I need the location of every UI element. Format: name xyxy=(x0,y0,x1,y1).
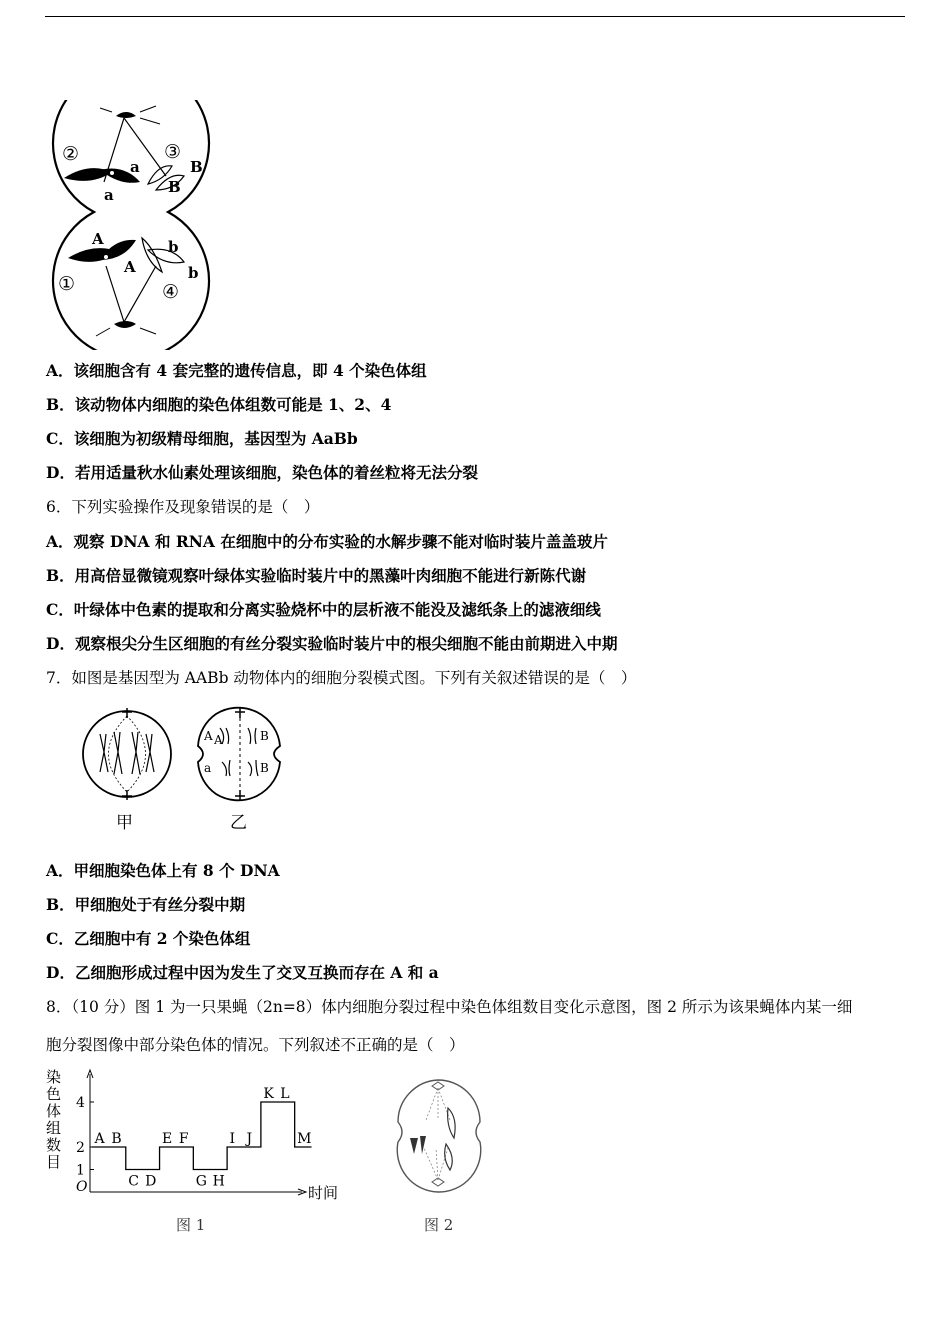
q7-gene-a-lower: a xyxy=(204,761,212,775)
point-label-A: A xyxy=(94,1131,105,1147)
q8-fig1-caption: 图 1 xyxy=(176,1216,206,1234)
q5-fig-label-3: ③ xyxy=(164,141,182,163)
q5-fig-label-4: ④ xyxy=(162,281,180,303)
point-label-G: G xyxy=(195,1173,207,1190)
q5-cell-figure xyxy=(44,100,219,350)
q7-option-d: D．乙细胞形成过程中因为发生了交叉互换而存在 A 和 a xyxy=(46,963,439,982)
q7-gene-A-upper2: A xyxy=(214,733,223,747)
chart-origin: O xyxy=(76,1179,88,1195)
header-rule xyxy=(45,16,905,17)
q5-fig-label-2: ② xyxy=(62,143,80,165)
chart-ylabel-char: 目 xyxy=(46,1153,62,1171)
q5-gene-B-right: B xyxy=(190,158,203,176)
q6-option-d: D．观察根尖分生区细胞的有丝分裂实验临时装片中的根尖细胞不能由前期进入中期 xyxy=(46,634,618,653)
q5-fig-label-1: ① xyxy=(58,273,76,295)
chart-ylabel-char: 色 xyxy=(46,1085,62,1103)
q7-option-a: A．甲细胞染色体上有 8 个 DNA xyxy=(46,861,280,880)
q6-option-a: A．观察 DNA 和 RNA 在细胞中的分布实验的水解步骤不能对临时装片盖盖玻片 xyxy=(46,532,608,551)
point-label-F: F xyxy=(178,1131,189,1147)
q7-gene-B-upper: B xyxy=(260,729,269,743)
q8-figure-2 xyxy=(392,1074,487,1199)
q7-fig-label-jia: 甲 xyxy=(116,813,133,833)
point-label-J: J xyxy=(246,1131,253,1147)
q7-gene-A-upper: A xyxy=(204,729,213,743)
q5-gene-a-bottom: a xyxy=(104,186,114,204)
q5-option-d: D．若用适量秋水仙素处理该细胞，染色体的着丝粒将无法分裂 xyxy=(46,463,478,482)
q7-option-c: C．乙细胞中有 2 个染色体组 xyxy=(46,929,251,948)
q5-gene-A-top: A xyxy=(92,230,104,248)
chart-ylabel xyxy=(46,1068,61,1171)
q6-stem: 6．下列实验操作及现象错误的是（ ） xyxy=(46,498,320,516)
point-label-C: C xyxy=(128,1173,139,1190)
q7-gene-B-lower: B xyxy=(260,761,269,775)
chart-ylabel-char: 组 xyxy=(46,1119,62,1137)
q7-cell-figure xyxy=(80,704,290,804)
q8-fig2-caption: 图 2 xyxy=(424,1216,454,1234)
point-label-E: E xyxy=(162,1131,173,1147)
point-label-B: B xyxy=(111,1131,122,1147)
y-tick-label: 4 xyxy=(76,1095,85,1111)
q5-gene-a-top: a xyxy=(130,158,140,176)
chart-ylabel-char: 数 xyxy=(46,1136,62,1154)
q7-fig-label-yi: 乙 xyxy=(230,813,247,833)
y-tick-label: 2 xyxy=(76,1140,85,1156)
q5-option-c: C．该细胞为初级精母细胞，基因型为 AaBb xyxy=(46,429,358,448)
q7-option-b: B．甲细胞处于有丝分裂中期 xyxy=(46,895,246,914)
q7-stem: 7．如图是基因型为 AABb 动物体内的细胞分裂模式图。下列有关叙述错误的是（ ） xyxy=(46,669,637,687)
q5-gene-b-top: b xyxy=(168,238,179,256)
y-tick-label: 1 xyxy=(76,1162,85,1179)
q6-option-b: B．用高倍显微镜观察叶绿体实验临时装片中的黑藻叶肉细胞不能进行新陈代谢 xyxy=(46,566,587,585)
point-label-K: K xyxy=(263,1086,274,1102)
q5-gene-A-bottom: A xyxy=(124,258,136,276)
q6-option-c: C．叶绿体中色素的提取和分离实验烧杯中的层析液不能没及滤纸条上的滤液细线 xyxy=(46,600,601,619)
point-label-I: I xyxy=(229,1131,236,1147)
point-label-H: H xyxy=(212,1173,225,1190)
point-label-M: M xyxy=(297,1131,312,1147)
chart-ylabel-char: 体 xyxy=(46,1102,62,1120)
q5-option-b: B．该动物体内细胞的染色体组数可能是 1、2、4 xyxy=(46,395,392,414)
q8-stem-line1: 8．（10 分）图 1 为一只果蝇（2n=8）体内细胞分裂过程中染色体组数目变化示意图，图 2 所示为该果蝇体内某一细 xyxy=(46,998,853,1016)
q5-gene-b-bottom: b xyxy=(188,264,199,282)
point-label-D: D xyxy=(145,1173,157,1190)
q5-option-a: A．该细胞含有 4 套完整的遗传信息，即 4 个染色体组 xyxy=(46,361,427,380)
q8-stem-line2: 胞分裂图像中部分染色体的情况。下列叙述不正确的是（ ） xyxy=(46,1036,465,1054)
q5-gene-B-left: B xyxy=(168,178,181,196)
chart-ylabel-char: 染 xyxy=(46,1068,62,1086)
point-label-L: L xyxy=(280,1086,290,1102)
chart-xlabel: 时间 xyxy=(308,1184,339,1202)
series-line xyxy=(92,1102,312,1170)
